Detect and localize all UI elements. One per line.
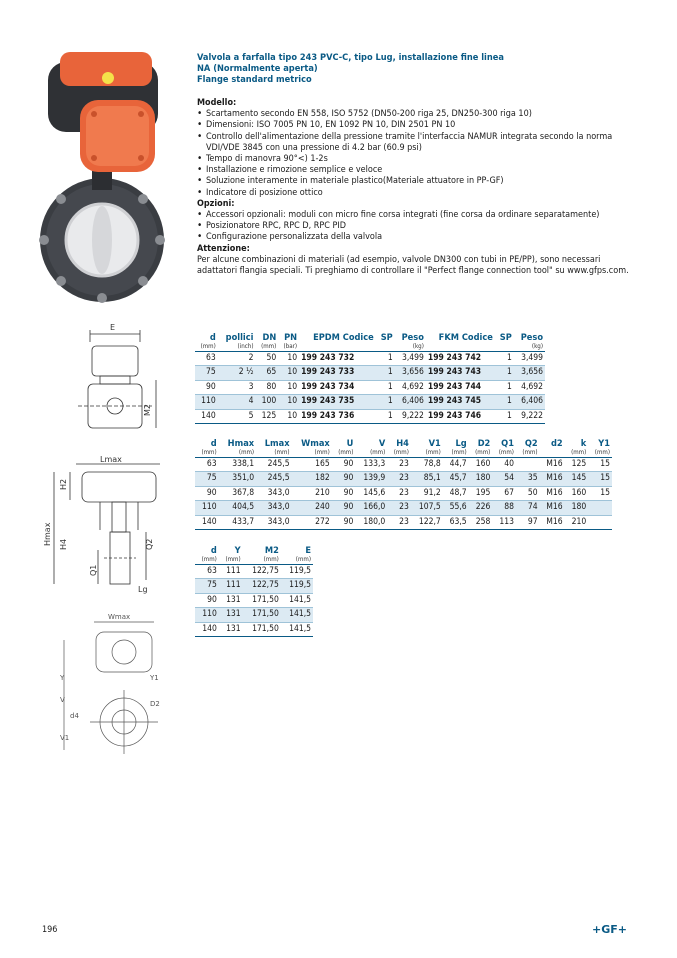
column-unit: (bar) [278, 343, 299, 352]
gf-logo: +GF+ [592, 923, 627, 936]
model-item: • Indicatore di posizione ottico [197, 188, 637, 199]
column-unit [495, 343, 514, 352]
table-cell: 171,50 [243, 593, 281, 607]
table-cell: 199 243 743 [426, 366, 495, 380]
table-cell: 182 [292, 472, 332, 486]
table-cell: 195 [469, 486, 493, 500]
table-row [195, 395, 545, 409]
column-unit: (kg) [514, 343, 545, 352]
column-header: E [305, 545, 311, 556]
table-cell: 131 [219, 593, 243, 607]
table-cell: 65 [256, 366, 279, 380]
options-heading: Opzioni: [197, 198, 235, 209]
table-cell: 3,499 [395, 352, 426, 366]
table-cell: 140 [195, 622, 219, 636]
table-cell: 210 [292, 486, 332, 500]
label-d2: D2 [150, 700, 160, 708]
description [197, 98, 637, 277]
table-row [195, 579, 313, 593]
table-cell: 122,75 [243, 565, 281, 579]
table-cell: 2 [218, 352, 256, 366]
table-cell: 63 [195, 565, 219, 579]
table-cell: 90 [332, 458, 356, 472]
column-header: d [209, 332, 216, 343]
table-cell: 245,5 [256, 472, 291, 486]
dimension-drawing-side [40, 450, 165, 600]
table-cell: 3 [218, 380, 256, 394]
table-cell: 140 [195, 409, 218, 423]
table-cell: 107,5 [411, 501, 443, 515]
table-cell: 63,5 [443, 515, 469, 529]
table-cell: 131 [219, 622, 243, 636]
table-cell: 74 [516, 501, 540, 515]
table-cell: 141,5 [281, 622, 313, 636]
table-cell: 23 [387, 515, 411, 529]
table-cell: 40 [492, 458, 516, 472]
table-cell: 4,692 [395, 380, 426, 394]
table-cell: 4 [218, 395, 256, 409]
table-cell: 15 [588, 486, 612, 500]
label-v: V [60, 696, 65, 704]
valve-product-image [30, 40, 190, 310]
table-cell: 199 243 736 [299, 409, 376, 423]
table-row [195, 472, 612, 486]
table-cell: 110 [195, 501, 219, 515]
table-cell: 90 [195, 593, 219, 607]
table-cell: 90 [332, 501, 356, 515]
attention-heading: Attenzione: [197, 243, 250, 254]
table-cell: 145,6 [355, 486, 387, 500]
table-cell: 97 [516, 515, 540, 529]
table-cell: 160 [565, 486, 589, 500]
order-codes-table [195, 333, 545, 424]
table-cell: 131 [219, 608, 243, 622]
label-v1: V1 [60, 734, 70, 742]
column-header: k [580, 438, 587, 449]
column-unit: (mm) [387, 449, 411, 458]
table-cell: 23 [387, 501, 411, 515]
table-cell: 258 [469, 515, 493, 529]
column-unit: (mm) [565, 449, 589, 458]
page-number: 196 [42, 925, 58, 935]
model-item: • Installazione e rimozione semplice e veloce [197, 165, 637, 176]
table-cell: 23 [387, 472, 411, 486]
table-cell: 122,7 [411, 515, 443, 529]
table-cell: 5 [218, 409, 256, 423]
table-cell: 338,1 [219, 458, 256, 472]
table-cell: 180 [469, 472, 493, 486]
attention-text: Per alcune combinazioni di materiali (ad esempio, valvole DN300 con tubi in PE/PP), sono necessari adattatori flangia speciali. Ti preghiamo di controllare il "Perfect flange connection tool" su www.gfps.com. [197, 254, 629, 277]
table-cell: 100 [256, 395, 279, 409]
column-unit: (mm) [588, 449, 612, 458]
column-unit: (mm) [243, 556, 281, 565]
table-cell: 119,5 [281, 579, 313, 593]
column-unit [540, 449, 565, 458]
model-list [197, 109, 637, 199]
table-cell: 343,0 [256, 515, 291, 529]
column-unit: (mm) [195, 449, 219, 458]
table-row [195, 608, 313, 622]
table-row [195, 366, 545, 380]
column-unit: (mm) [292, 449, 332, 458]
column-unit: (mm) [443, 449, 469, 458]
table-cell: 110 [195, 395, 218, 409]
table-cell: 111 [219, 579, 243, 593]
table-cell: 78,8 [411, 458, 443, 472]
table-row [195, 380, 545, 394]
table-cell: 343,0 [256, 501, 291, 515]
table-cell: 171,50 [243, 608, 281, 622]
table-cell: 141,5 [281, 608, 313, 622]
table-cell: 3,499 [514, 352, 545, 366]
table-cell: 35 [516, 472, 540, 486]
label-y1: Y1 [150, 674, 159, 682]
table-cell: 3,656 [395, 366, 426, 380]
column-header: Wmax [301, 438, 330, 449]
table-cell: 1 [495, 352, 514, 366]
table-cell: 1 [376, 366, 395, 380]
table-cell: 10 [278, 395, 299, 409]
table-cell: 140 [195, 515, 219, 529]
column-header: M2 [264, 545, 279, 556]
column-unit: (mm) [256, 343, 279, 352]
table-cell: 90 [332, 515, 356, 529]
table-row [195, 501, 612, 515]
label-hmax: Hmax [43, 522, 52, 546]
column-header: SP [499, 332, 512, 343]
column-header: EPDM Codice [313, 332, 374, 343]
table-cell: 48,7 [443, 486, 469, 500]
table-cell: 180,0 [355, 515, 387, 529]
column-header: SP [380, 332, 393, 343]
table-cell: 160 [469, 458, 493, 472]
table-cell: 75 [195, 579, 219, 593]
table-row [195, 593, 313, 607]
table-cell: 9,222 [514, 409, 545, 423]
table-cell: 91,2 [411, 486, 443, 500]
column-unit [376, 343, 395, 352]
table-cell: 67 [492, 486, 516, 500]
column-header: d2 [550, 438, 563, 449]
column-header: d [210, 545, 217, 556]
column-header: Hmax [227, 438, 255, 449]
table-cell: 113 [492, 515, 516, 529]
model-item: • Tempo di manovra 90°<) 1-2s [197, 154, 637, 165]
column-header: Lmax [264, 438, 290, 449]
table-cell: M16 [540, 501, 565, 515]
column-unit: (mm) [256, 449, 291, 458]
column-header: V [378, 438, 386, 449]
column-header: Y [234, 545, 241, 556]
column-unit: (mm) [469, 449, 493, 458]
table-row [195, 409, 545, 423]
table-cell: 226 [469, 501, 493, 515]
model-item: • Dimensioni: ISO 7005 PN 10, EN 1092 PN 10, DIN 2501 PN 10 [197, 120, 637, 131]
table-cell: M16 [540, 515, 565, 529]
column-unit: (mm) [492, 449, 516, 458]
column-unit [426, 343, 495, 352]
table-row [195, 565, 313, 579]
table-cell: M16 [540, 458, 565, 472]
table-cell: 85,1 [411, 472, 443, 486]
table-cell: 240 [292, 501, 332, 515]
table-cell: 1 [376, 395, 395, 409]
table-row [195, 515, 612, 529]
table-cell: 1 [495, 366, 514, 380]
dimension-drawing-front [70, 320, 165, 440]
table-cell: 10 [278, 409, 299, 423]
column-header: Q2 [524, 438, 538, 449]
table-cell: 1 [495, 395, 514, 409]
table-cell: 54 [492, 472, 516, 486]
column-unit: (mm) [411, 449, 443, 458]
table-cell: 55,6 [443, 501, 469, 515]
table-cell: 63 [195, 352, 218, 366]
label-y: Y [60, 674, 65, 682]
label-lg: Lg [138, 585, 148, 594]
column-unit: (mm) [195, 556, 219, 565]
table-cell: 10 [278, 380, 299, 394]
product-title [197, 52, 657, 86]
table-cell: 125 [565, 458, 589, 472]
column-unit [299, 343, 376, 352]
table-cell: 133,3 [355, 458, 387, 472]
table-cell: 110 [195, 608, 219, 622]
column-header: Y1 [598, 438, 610, 449]
table-cell: 145 [565, 472, 589, 486]
table-cell: M16 [540, 472, 565, 486]
column-unit: (mm) [355, 449, 387, 458]
column-header: Peso [401, 332, 424, 343]
table-cell: 180 [565, 501, 589, 515]
label-lmax: Lmax [100, 455, 122, 464]
column-unit: (mm) [281, 556, 313, 565]
table-cell: 45,7 [443, 472, 469, 486]
table-cell: 1 [376, 380, 395, 394]
table-cell: 351,0 [219, 472, 256, 486]
label-q2: Q2 [145, 538, 154, 550]
table-cell: 2 ½ [218, 366, 256, 380]
table-cell: 199 243 746 [426, 409, 495, 423]
table-cell: 50 [516, 486, 540, 500]
table-cell: 166,0 [355, 501, 387, 515]
label-h4: H4 [59, 538, 68, 550]
table-cell: 75 [195, 472, 219, 486]
table-cell: 210 [565, 515, 589, 529]
table-cell: 165 [292, 458, 332, 472]
table-cell: 44,7 [443, 458, 469, 472]
title-line-2: NA (Normalmente aperta) [197, 63, 318, 75]
table-cell: 343,0 [256, 486, 291, 500]
column-unit: (kg) [395, 343, 426, 352]
title-line-3: Flange standard metrico [197, 74, 312, 86]
option-item: • Configurazione personalizzata della valvola [197, 232, 637, 243]
label-e: E [110, 323, 116, 332]
table-cell: 90 [332, 486, 356, 500]
table-cell: 1 [376, 409, 395, 423]
label-m2: M2 [143, 404, 152, 416]
label-h2: H2 [59, 478, 68, 490]
column-unit: (mm) [219, 556, 243, 565]
table-cell: 50 [256, 352, 279, 366]
column-unit: (mm) [219, 449, 256, 458]
dimensions-table-2 [195, 546, 313, 637]
model-item: • Scartamento secondo EN 558, ISO 5752 (DN50-200 riga 25, DN250-300 riga 10) [197, 109, 637, 120]
table-cell: 111 [219, 565, 243, 579]
column-unit: (mm) [332, 449, 356, 458]
table-cell: 199 243 744 [426, 380, 495, 394]
table-cell: 245,5 [256, 458, 291, 472]
table-cell: 199 243 735 [299, 395, 376, 409]
table-cell: 6,406 [514, 395, 545, 409]
column-header: Q1 [501, 438, 514, 449]
table-cell: 90 [195, 380, 218, 394]
table-cell: 90 [332, 472, 356, 486]
column-header: H4 [396, 438, 409, 449]
table-cell: 1 [495, 409, 514, 423]
table-cell: M16 [540, 486, 565, 500]
table-cell: 199 243 742 [426, 352, 495, 366]
table-cell: 199 243 733 [299, 366, 376, 380]
table-cell: 15 [588, 458, 612, 472]
table-cell: 10 [278, 352, 299, 366]
table-cell [588, 515, 612, 529]
model-heading: Modello: [197, 98, 237, 108]
table-cell: 139,9 [355, 472, 387, 486]
column-header: U [346, 438, 354, 449]
column-header: D2 [477, 438, 491, 449]
table-cell: 367,8 [219, 486, 256, 500]
table-cell: 1 [376, 352, 395, 366]
table-cell: 199 243 745 [426, 395, 495, 409]
table-cell [516, 458, 540, 472]
table-cell: 4,692 [514, 380, 545, 394]
option-item: • Accessori opzionali: moduli con micro fine corsa integrati (fine corsa da ordinare separatamente) [197, 210, 637, 221]
table-cell [588, 501, 612, 515]
table-cell: 90 [195, 486, 219, 500]
label-wmax: Wmax [108, 613, 131, 621]
table-cell: 23 [387, 458, 411, 472]
table-cell: 199 243 732 [299, 352, 376, 366]
column-header: V1 [428, 438, 441, 449]
table-cell: 122,75 [243, 579, 281, 593]
column-header: Lg [455, 438, 467, 449]
table-cell: 80 [256, 380, 279, 394]
table-cell: 141,5 [281, 593, 313, 607]
table-cell: 9,222 [395, 409, 426, 423]
column-header: Peso [520, 332, 543, 343]
column-header: FKM Codice [438, 332, 493, 343]
column-unit: (inch) [218, 343, 256, 352]
option-item: • Posizionatore RPC, RPC D, RPC PID [197, 221, 637, 232]
table-cell: 272 [292, 515, 332, 529]
table-cell: 75 [195, 366, 218, 380]
table-cell: 15 [588, 472, 612, 486]
column-header: d [210, 438, 217, 449]
table-row [195, 486, 612, 500]
options-list [197, 210, 637, 244]
table-cell: 171,50 [243, 622, 281, 636]
table-cell: 199 243 734 [299, 380, 376, 394]
label-q1: Q1 [89, 564, 98, 576]
table-cell: 119,5 [281, 565, 313, 579]
table-cell: 10 [278, 366, 299, 380]
dimension-drawing-top [50, 610, 165, 755]
column-header: pollici [225, 332, 254, 343]
table-cell: 6,406 [395, 395, 426, 409]
column-header: PN [284, 332, 298, 343]
table-row [195, 458, 612, 472]
column-header: DN [262, 332, 277, 343]
table-cell: 23 [387, 486, 411, 500]
title-line-1: Valvola a farfalla tipo 243 PVC-C, tipo Lug, installazione fine linea [197, 52, 504, 63]
table-cell: 3,656 [514, 366, 545, 380]
table-cell: 63 [195, 458, 219, 472]
table-row [195, 622, 313, 636]
table-row [195, 352, 545, 366]
model-item: • Controllo dell'alimentazione della pressione tramite l'interfaccia NAMUR integrata secondo la norma VDI/VDE 3845 con una pressione di 4.2 bar (60.9 psi) [197, 132, 637, 154]
table-cell: 1 [495, 380, 514, 394]
model-item: • Soluzione interamente in materiale plastico(Materiale attuatore in PP-GF) [197, 176, 637, 187]
table-cell: 125 [256, 409, 279, 423]
label-d4: d4 [70, 712, 79, 720]
column-unit: (mm) [195, 343, 218, 352]
table-cell: 433,7 [219, 515, 256, 529]
dimensions-table [195, 439, 612, 530]
table-cell: 404,5 [219, 501, 256, 515]
table-cell: 88 [492, 501, 516, 515]
column-unit: (mm) [516, 449, 540, 458]
